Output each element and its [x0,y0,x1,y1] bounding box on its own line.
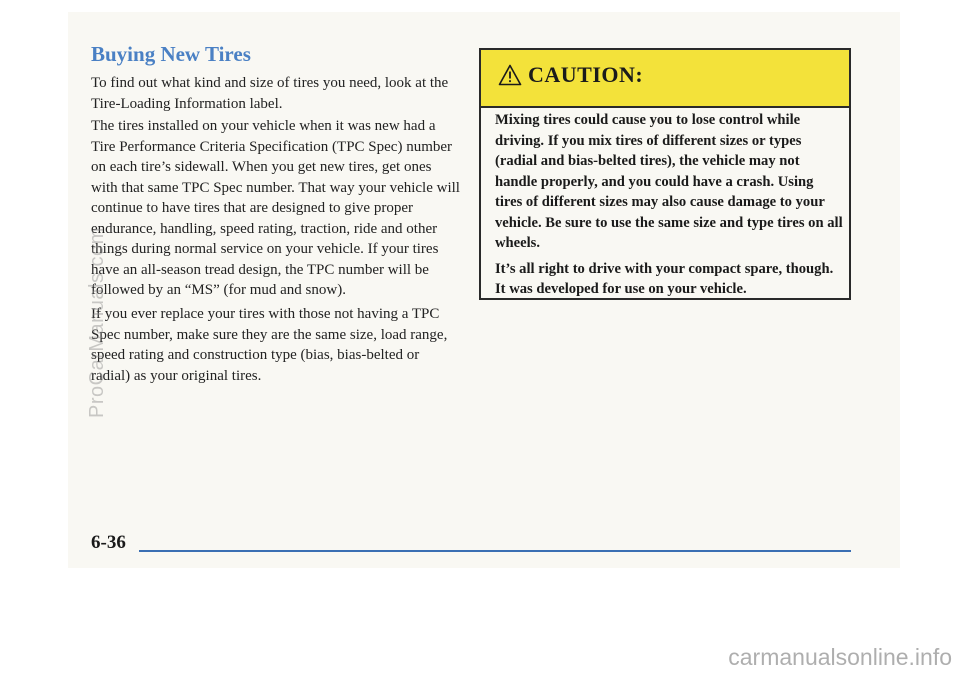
tpc-spec-paragraph: The tires installed on your vehicle when it was new had a Tire Performance Criteria Specification (TPC Spec) number on each tire’s sidewall. When you get new tires, get ones with that same TPC Spec number. That way your vehicle will continue to have tires that are designed to give proper endurance, handling, speed rating, traction, ride and other things during normal service on your vehicle. If your tires have an all-season tread design, the TPC number will be followed by an “MS” (for mud and snow). [91,118,460,298]
section-heading: Buying New Tires [91,42,251,66]
caution-body [495,110,843,305]
warning-triangle-icon [498,64,522,86]
watermark-vertical: ProCarManuals.com [86,227,108,418]
caution-text: Mixing tires could cause you to lose control while driving. If you mix tires of different sizes or types (radial and bias-belted tires), the vehicle may not handle properly, and you could have a crash. Using tires of different sizes may also cause damage to your vehicle. Be sure to use the same size and type tires on all wheels. [495,112,843,251]
caution-box [479,48,851,300]
caution-title: CAUTION: [528,62,644,87]
page-number: 6-36 [91,532,126,553]
intro-paragraph: To find out what kind and size of tires you need, look at the Tire-Loading Information label. [91,75,449,112]
replacement-paragraph: If you ever replace your tires with those not having a TPC Spec number, make sure they are the same size, load range, speed rating and construction type (bias, bias-belted or radial) as your original tires. [91,306,448,384]
footer-rule [139,550,851,552]
watermark-site: carmanualsonline.info [728,644,952,670]
caution-header [481,50,849,108]
caution-text: It’s all right to drive with your compact spare, though. It was developed for use on your vehicle. [495,260,834,297]
